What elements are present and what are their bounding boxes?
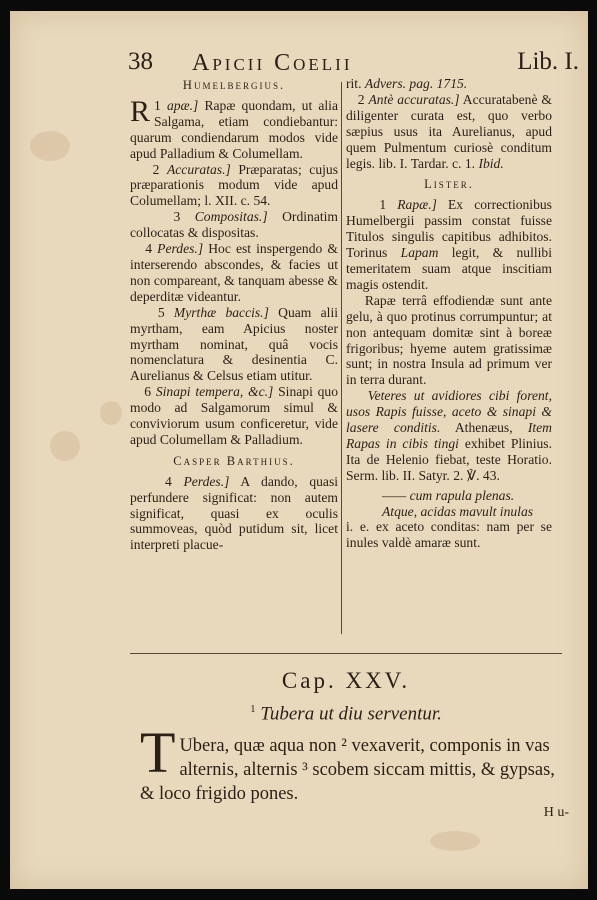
paragraph: Veteres ut avidiores cibi forent, usos Rapis fuisse, aceto & sinapi & lasere conditis. Athenæus, Item Rapas in cibis tingi exhibet Plinius. Ita de Helenio fiebat, teste Horatio. Serm. lib. II. Satyr. 2. ℣. 43. — [346, 388, 552, 483]
note: 4 Perdes.] A dando, quasi perfundere significat: non autem significat, quasi ex oculis summoveas, quòd putidum sit, licet interpreti placue- — [130, 473, 339, 553]
verse-line: Atque, acidas mavult inulas — [382, 503, 534, 519]
paragraph: Rapæ terrâ effodiendæ sunt ante gelu, à quo protinus corrumpuntur; at non antequam domitæ sint à boreæ frigoribus; hyeme autem gratissimæ sunt; in nostra Insula ad primum ver in terra durant. — [346, 292, 552, 388]
drop-cap: T — [140, 720, 176, 785]
running-title: Apicii Coelii — [192, 50, 353, 76]
running-header — [128, 48, 579, 76]
left-column — [130, 76, 338, 553]
page-number: 38 — [128, 48, 153, 75]
catchword: H u- — [543, 805, 569, 820]
note: 6 Sinapi tempera, &c.] Sinapi quo modo ad Salgamorum simul & conviviorum usum conficeretur, vide apud Columellam & Palladium. — [130, 384, 338, 447]
note: 2 Antè accuratas.] Accuratabenè & diligenter curata est, quo verbo sæpius usus ita Aurelianus, apud quem Pulmentum curiosè conditum legis. lib. I. Tardar. c. 1. Ibid. — [346, 91, 552, 171]
section-heading: Humelbergius. — [182, 78, 286, 92]
chapter-title: Cap. XXV. — [281, 668, 411, 693]
chapter-text: T Ubera, quæ aqua non ² vexaverit, componis in vas alternis, alternis ³ scobem siccam mittis, & gypsas, & loco frigido pones. — [140, 720, 555, 804]
section-heading: Casper Barthius. — [173, 453, 295, 468]
column-rule — [341, 82, 342, 634]
book-label: Lib. I. — [517, 48, 579, 75]
note: 1 R apæ.] Rapæ quondam, ut alia Salgama, etiam condiebantur: quarum condiendarum modos vide apud Palladium & Columellam. — [130, 94, 338, 161]
note: 3 Compositas.] Ordinatim collocatas & dispositas. — [130, 209, 338, 241]
chapter-rule — [130, 653, 562, 654]
verse-line: —— cum rapula plenas. — [382, 487, 515, 503]
note: 4 Perdes.] Hoc est inspergendo & interserendo abscondes, & facies ut non compareant, & tanquam abesse & deperditæ videantur. — [130, 241, 338, 304]
note: 2 Accuratas.] Præparatas; cujus præparationis modum vide apud Columellam; l. XII. c. 54. — [130, 161, 338, 209]
section-heading: Lister. — [424, 177, 474, 192]
paragraph: i. e. ex aceto conditas: nam per se inules valdè amaræ sunt. — [346, 519, 552, 551]
right-column — [346, 76, 552, 551]
footnote-marker: 1 — [250, 703, 256, 715]
note: 1 Rapæ.] Ex correctionibus Humelbergii passim constat fuisse Titulos singulis capitibus adhibitos. Torinus Lapam legit, & nullibi temeritatem suam atque inscitiam magis ostendit. — [346, 197, 552, 292]
note-continuation: rit. Advers. pag. 1715. — [346, 76, 468, 91]
chapter-subtitle: $^1$ Tubera ut diu serventur. — [250, 703, 442, 725]
note: 5 Myrthæ baccis.] Quam alii myrtham, eam Apicius noster myrtham nominat, quâ vocis nomenclatura & desinentia C. Aurelianus & Celsus etiam utitur. — [130, 304, 339, 384]
